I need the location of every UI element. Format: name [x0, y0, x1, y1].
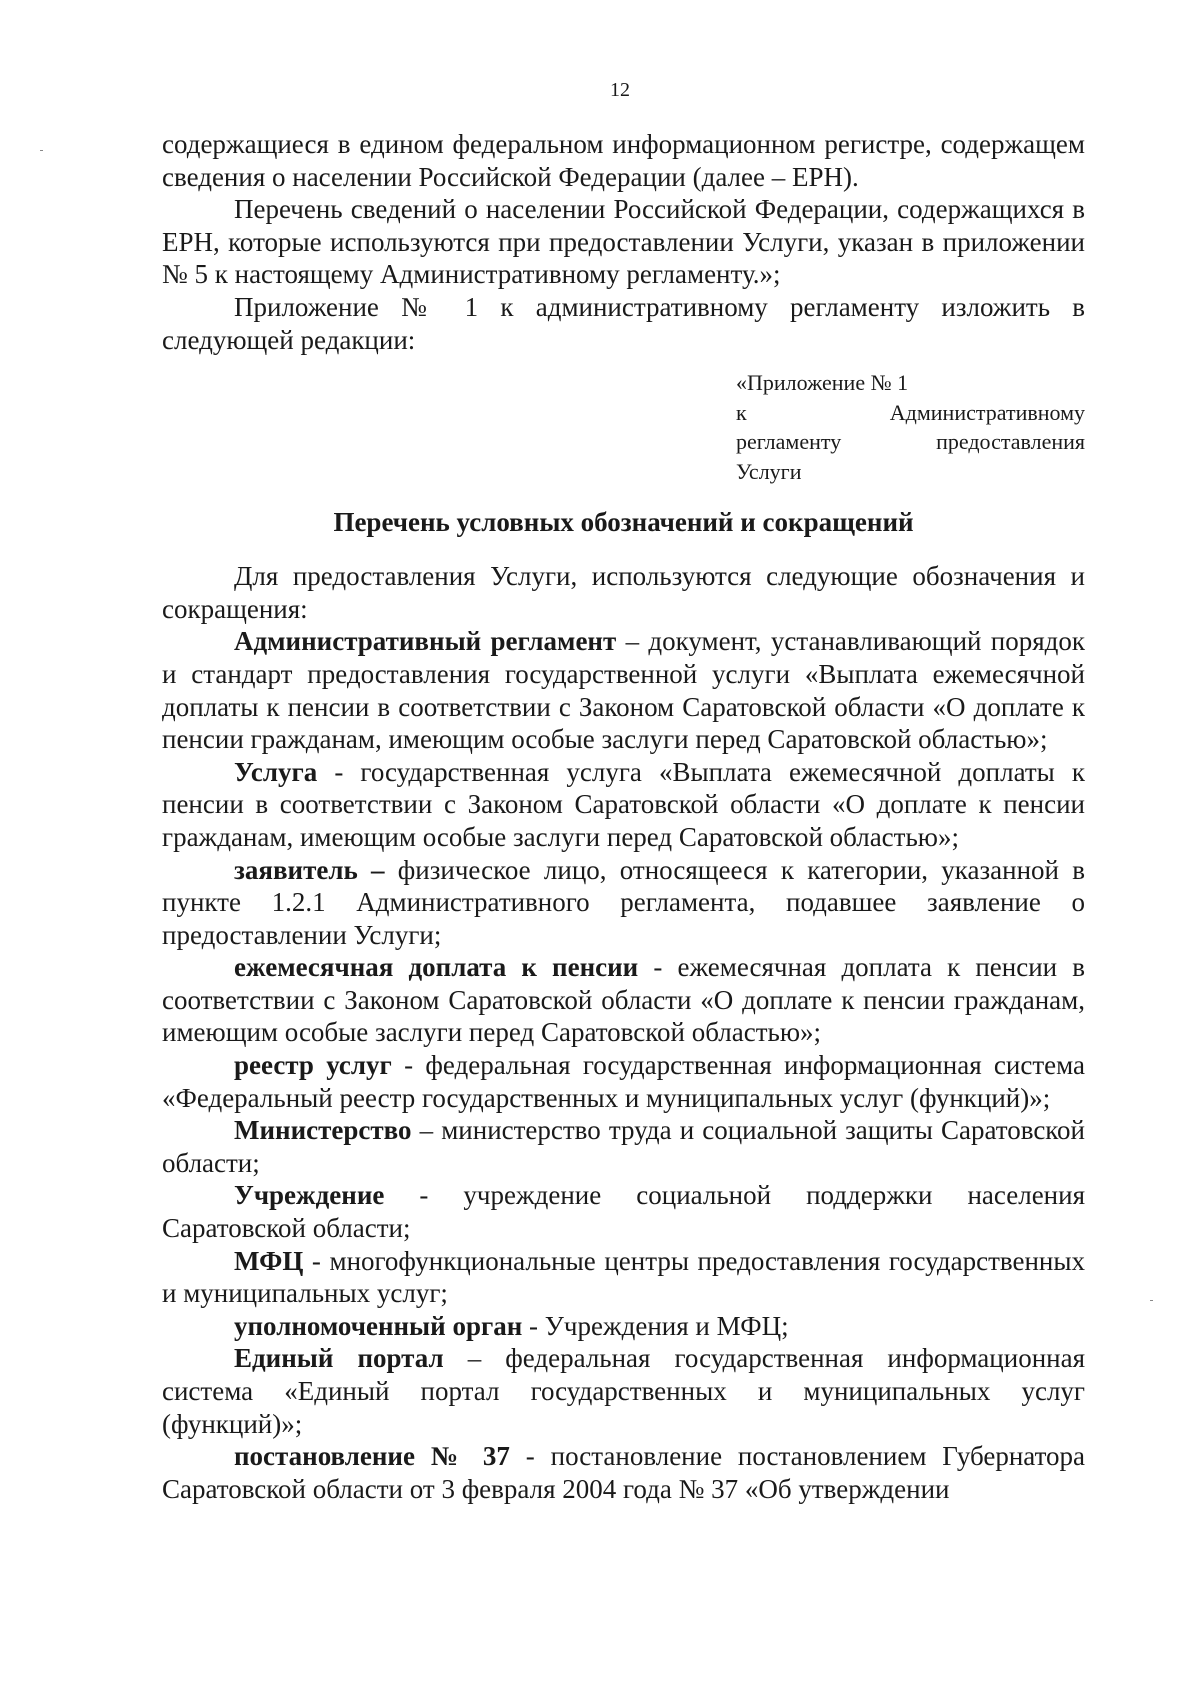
appendix-note-line: к Административному [736, 399, 1085, 425]
definition-item [162, 1342, 1085, 1440]
page-number: 12 [610, 79, 630, 101]
definition-term: уполномоченный орган [234, 1310, 523, 1341]
definition-term: Министерство [234, 1115, 412, 1146]
definition-separator: – [411, 1115, 442, 1146]
intro-paragraph-2: Перечень сведений о населении Российской Федерации, содержащихся в ЕРН, которые используются при предоставлении Услуги, указан в приложении № 5 к настоящему Административному регламенту.»; [162, 194, 1085, 290]
definition-item [162, 1049, 1085, 1114]
definition-term: реестр услуг [234, 1050, 392, 1081]
definition-separator: – [443, 1343, 506, 1374]
definition-separator: - [391, 1050, 426, 1081]
definition-item [162, 1179, 1085, 1244]
appendix-note-line: Услуги [736, 458, 802, 484]
definition-item [162, 1440, 1085, 1505]
definition-separator: - [303, 1245, 330, 1276]
definition-separator: - [384, 1180, 464, 1211]
scan-speck [40, 150, 43, 151]
definition-term: заявитель – [234, 854, 385, 885]
definition-text: Учреждения и МФЦ; [544, 1310, 789, 1341]
definition-text: документ, устанавливающий порядок и стандарт предоставления государственной услуги «Выплата ежемесячной доплаты к пенсии в соответствии с Законом Саратовской области «О доплате к пенсии гражданам, имеющим особые заслуги перед Саратовской областью»; [162, 626, 1086, 755]
definition-text: государственная услуга «Выплата ежемесячной доплаты к пенсии в соответствии с Законом Саратовской области «О доплате к пенсии гражданам, имеющим особые заслуги перед Саратовской областью»; [162, 756, 1085, 852]
definition-separator [385, 855, 398, 885]
definition-separator: - [317, 756, 361, 787]
definition-text: министерство труда и социальной защиты Саратовской области; [162, 1115, 1085, 1178]
definition-item [162, 1310, 1085, 1343]
page-content [162, 128, 1085, 1505]
definition-term: Единый портал [234, 1343, 444, 1374]
definition-item [162, 854, 1085, 952]
definition-term: МФЦ [234, 1245, 304, 1276]
definition-text: учреждение социальной поддержки населения Саратовской области; [162, 1180, 1085, 1244]
definition-separator: – [616, 626, 649, 657]
definition-separator: - [509, 1441, 551, 1472]
definition-item [162, 1245, 1085, 1310]
definition-item [162, 625, 1085, 755]
definition-term: постановление № 37 [234, 1441, 510, 1472]
definition-text: федеральная государственная информационная система «Единый портал государственных и муниципальных услуг (функций)»; [162, 1343, 1085, 1439]
section-title: Перечень условных обозначений и сокращений [333, 507, 914, 538]
definition-item [162, 756, 1085, 854]
definition-text: федеральная государственная информационная система «Федеральный реестр государственных и муниципальных услуг (функций)»; [162, 1050, 1085, 1113]
definition-text: постановление постановлением Губернатора Саратовской области от 3 февраля 2004 года № 37 «Об утверждении [162, 1441, 1086, 1504]
definition-separator: - [522, 1310, 545, 1341]
definition-text: многофункциональные центры предоставления государственных и муниципальных услуг; [162, 1245, 1085, 1309]
lead-paragraph: Для предоставления Услуги, используются следующие обозначения и сокращения: [162, 561, 1085, 624]
definition-item [162, 951, 1085, 1049]
definition-text: физическое лицо, относящееся к категории, указанной в пункте 1.2.1 Административного регламента, подавшее заявление о предоставлении Услуги; [162, 854, 1085, 950]
scan-speck [1150, 1300, 1153, 1301]
intro-paragraph-3: Приложение № 1 к административному регламенту изложить в следующей редакции: [162, 291, 1085, 355]
appendix-note-line: регламенту предоставления [736, 429, 1085, 455]
definition-term: Административный регламент [234, 626, 617, 657]
appendix-note [736, 368, 1085, 486]
intro-paragraph-1: содержащиеся в едином федеральном информационном регистре, содержащем сведения о населении Российской Федерации (далее – ЕРН). [162, 129, 1085, 192]
definition-item [162, 1114, 1085, 1179]
definition-text: ежемесячная доплата к пенсии в соответствии с Законом Саратовской области «О доплате к пенсии гражданам, имеющим особые заслуги перед Саратовской областью»; [162, 952, 1085, 1048]
definition-term: Услуга [234, 756, 318, 787]
definition-term: Учреждение [234, 1180, 385, 1211]
appendix-note-line: «Приложение № 1 [736, 370, 909, 396]
definition-separator: - [638, 952, 678, 983]
definition-term: ежемесячная доплата к пенсии [234, 952, 639, 983]
